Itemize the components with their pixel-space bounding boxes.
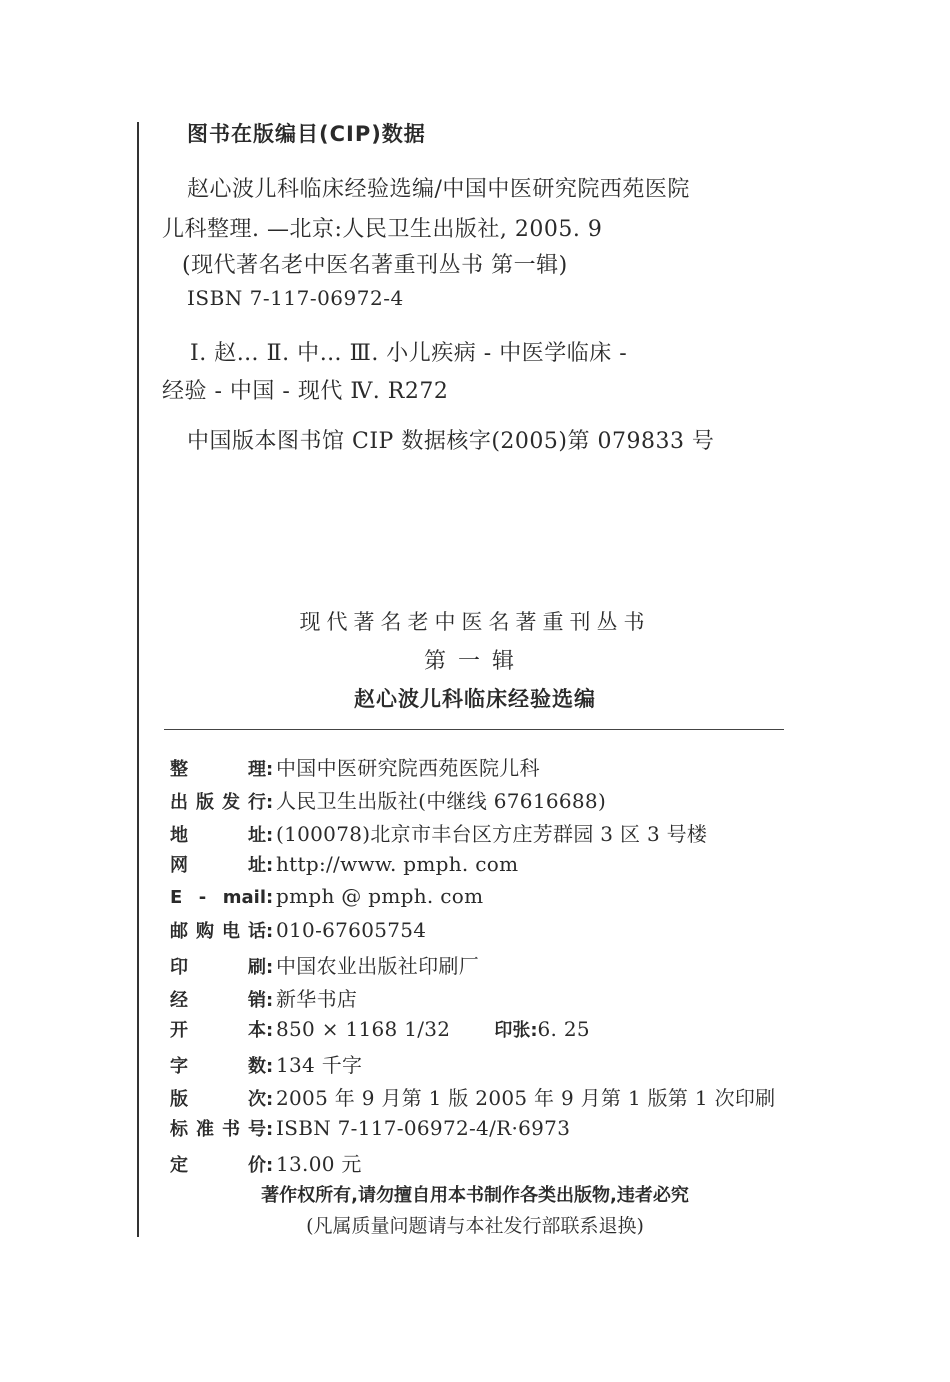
info-label: 印刷 <box>170 957 266 978</box>
info-row-printer <box>170 950 479 980</box>
cip-line-classification-2: 经验 - 中国 - 现代 Ⅳ. R272 <box>162 379 449 404</box>
sheets-value: 6. 25 <box>537 1017 590 1041</box>
series-volume: 第一辑 <box>423 649 526 674</box>
info-label: 网址 <box>170 855 266 876</box>
info-row-mail-order-phone <box>170 917 426 947</box>
info-label: 出版发行 <box>170 792 266 813</box>
info-colon: : <box>266 990 274 1011</box>
info-colon: : <box>266 759 274 780</box>
cip-line-verification: 中国版本图书馆 CIP 数据核字(2005)第 079833 号 <box>187 429 715 454</box>
info-value: http://www. pmph. com <box>276 852 519 876</box>
info-label: E - mail <box>170 887 266 908</box>
cip-heading: 图书在版编目(CIP)数据 <box>187 122 426 146</box>
info-label: 开本 <box>170 1020 266 1041</box>
info-colon: : <box>266 1119 274 1140</box>
info-label: 邮购电话 <box>170 921 266 942</box>
info-colon: : <box>266 825 274 846</box>
info-value: 134 千字 <box>276 1053 363 1077</box>
info-value: 中国中医研究院西苑医院儿科 <box>276 756 540 780</box>
info-colon: : <box>266 1020 274 1041</box>
info-label: 整理 <box>170 759 266 780</box>
info-row-standard-book-number <box>170 1115 570 1145</box>
cip-line-title: 赵心波儿科临床经验选编/中国中医研究院西苑医院 <box>187 177 690 202</box>
info-value: 850 × 1168 1/32 <box>276 1017 451 1041</box>
copyright-notice: 著作权所有,请勿擅自用本书制作各类出版物,违者必究 <box>261 1185 689 1206</box>
info-colon: : <box>266 957 274 978</box>
info-value: 新华书店 <box>276 987 358 1011</box>
info-row-email <box>170 884 483 914</box>
info-row-distributor <box>170 983 357 1013</box>
info-value: 2005 年 9 月第 1 版 2005 年 9 月第 1 版第 1 次印刷 <box>276 1086 776 1110</box>
info-colon: : <box>266 1089 274 1110</box>
info-label: 地址 <box>170 825 266 846</box>
section-divider <box>164 729 784 730</box>
info-row-address <box>170 818 707 848</box>
info-row-edition <box>170 1082 775 1112</box>
info-value: (100078)北京市丰台区方庄芳群园 3 区 3 号楼 <box>276 822 708 846</box>
cip-line-isbn: ISBN 7-117-06972-4 <box>187 286 404 310</box>
info-colon: : <box>266 855 274 876</box>
info-colon: : <box>266 1056 274 1077</box>
info-value: 人民卫生出版社(中继线 67616688) <box>276 789 607 813</box>
info-value: 010-67605754 <box>276 918 427 942</box>
cip-line-classification-1: Ⅰ. 赵… Ⅱ. 中… Ⅲ. 小儿疾病 - 中医学临床 - <box>190 341 628 366</box>
info-colon: : <box>266 921 274 942</box>
info-row-website <box>170 851 518 881</box>
book-title: 赵心波儿科临床经验选编 <box>354 687 596 711</box>
info-value: 13.00 元 <box>276 1152 362 1176</box>
info-row-publisher <box>170 785 606 815</box>
info-row-price <box>170 1148 362 1178</box>
info-value: pmph @ pmph. com <box>276 884 484 908</box>
sheets-label: 印张: <box>494 1020 538 1041</box>
left-margin-rule <box>137 122 139 1237</box>
cip-line-publisher: 儿科整理. —北京:人民卫生出版社, 2005. 9 <box>162 217 603 242</box>
info-colon: : <box>266 1155 274 1176</box>
return-policy-note: (凡属质量问题请与本社发行部联系退换) <box>306 1215 644 1237</box>
info-row-format <box>170 1016 590 1046</box>
info-value: 中国农业出版社印刷厂 <box>276 954 479 978</box>
info-label: 标准书号 <box>170 1119 266 1140</box>
info-colon: : <box>266 792 274 813</box>
info-label: 版次 <box>170 1089 266 1110</box>
info-label: 字数 <box>170 1056 266 1077</box>
info-value: ISBN 7-117-06972-4/R·6973 <box>276 1116 571 1140</box>
series-title: 现代著名老中医名著重刊丛书 <box>299 610 651 634</box>
info-colon: : <box>266 887 274 908</box>
info-row-word-count <box>170 1049 362 1079</box>
info-row-editor <box>170 752 540 782</box>
cip-line-series: (现代著名老中医名著重刊丛书 第一辑) <box>182 253 568 278</box>
info-label: 定价 <box>170 1155 266 1176</box>
info-label: 经销 <box>170 990 266 1011</box>
